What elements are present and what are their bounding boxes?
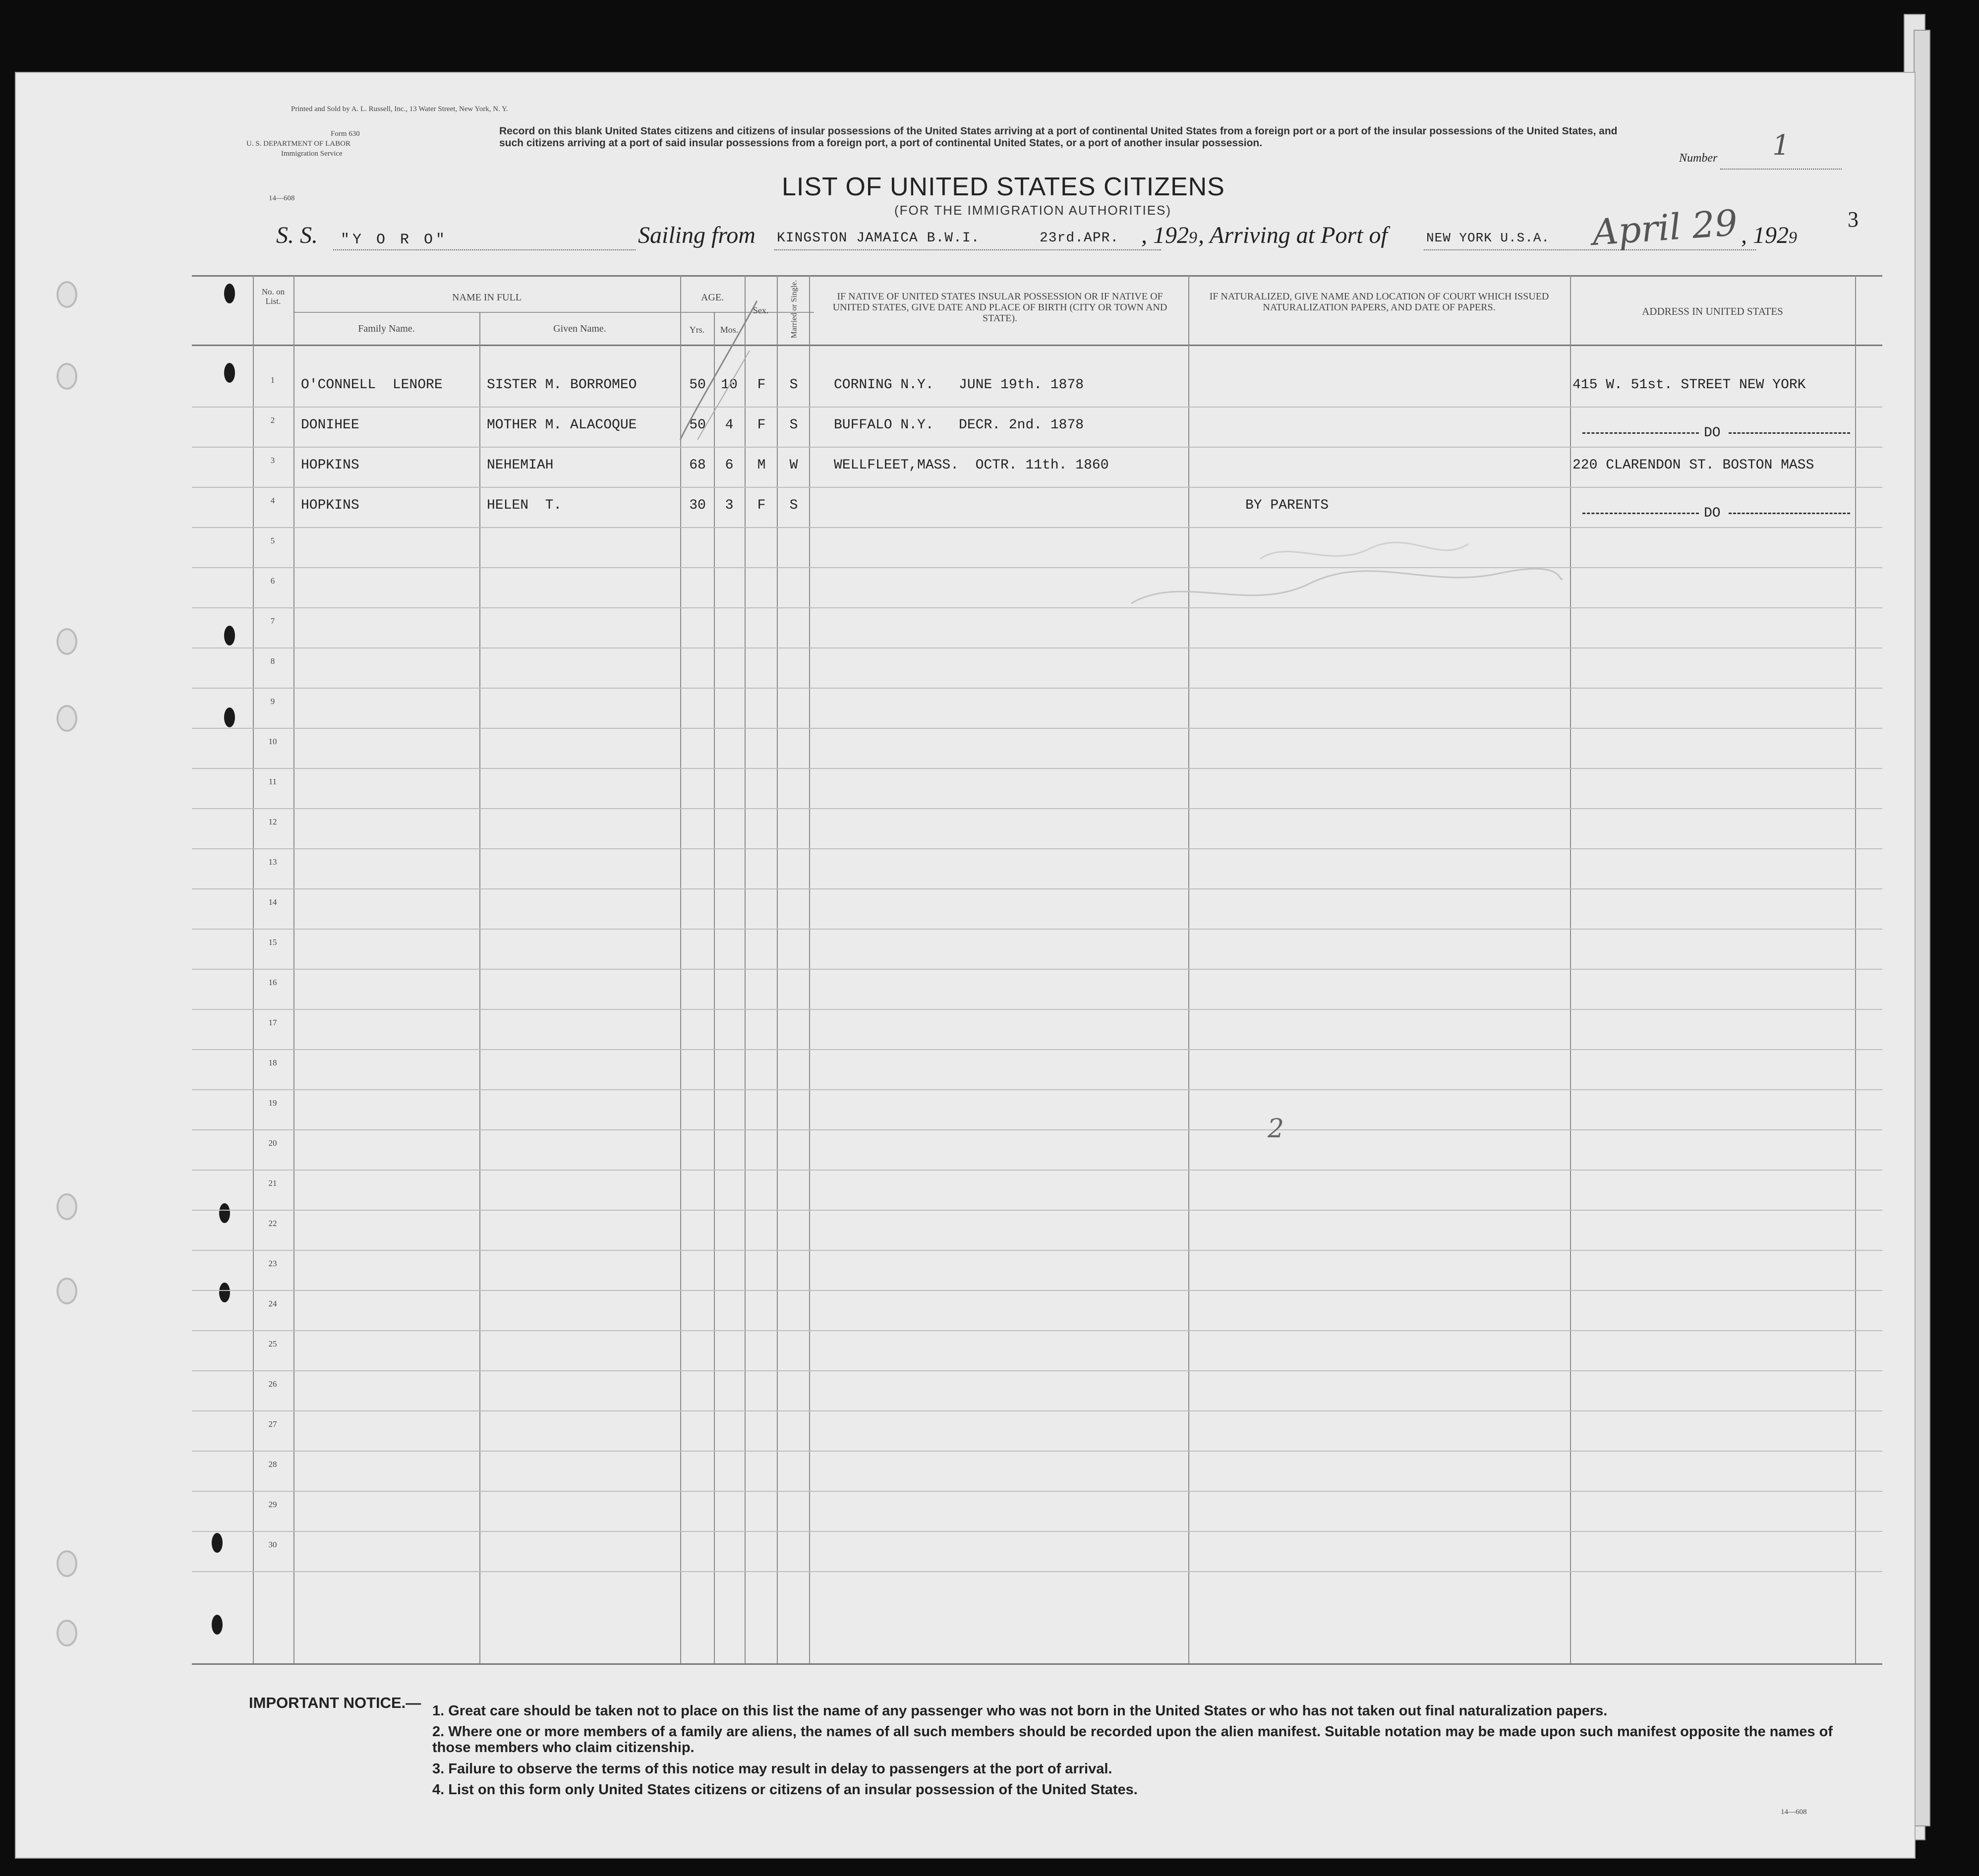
row-number: 25	[268, 1339, 277, 1348]
ditto-mark: DO	[1704, 425, 1721, 441]
row-rule	[192, 768, 1882, 769]
department-name: U. S. DEPARTMENT OF LABOR	[246, 140, 350, 148]
row-number: 4	[270, 496, 275, 505]
table-bottom-rule	[192, 1663, 1882, 1665]
cell-yrs: 50	[689, 377, 706, 393]
col-header-naturalized: IF NATURALIZED, GIVE NAME AND LOCATION OF COURT WHICH ISSUED NATURALIZATION PAPERS, AND DATE OF PAPERS.	[1209, 291, 1549, 313]
row-number: 16	[268, 978, 277, 987]
cell-address: 415 W. 51st. STREET NEW YORK	[1572, 377, 1806, 393]
binder-hole	[57, 1278, 77, 1304]
row-rule	[192, 647, 1882, 648]
cell-mos: 4	[725, 417, 734, 433]
number-label-text: Number	[1679, 152, 1718, 165]
row-rule	[192, 1170, 1882, 1171]
sailing-from: KINGSTON JAMAICA B.W.I.	[777, 231, 980, 246]
row-number: 15	[268, 938, 277, 947]
binder-hole	[57, 363, 77, 390]
row-rule	[192, 1129, 1882, 1130]
binder-hole	[57, 705, 77, 732]
cell-birth: WELLFLEET,MASS. OCTR. 11th. 1860	[834, 458, 1109, 473]
notice-item: 2. Where one or more members of a family are aliens, the names of all such members should be recorded upon the alien manifest. Suitable notation may be made upon such manifest opposite the names of those members who claim citizenship.	[432, 1724, 1833, 1756]
sailing-label: Sailing from	[638, 222, 756, 248]
row-rule	[192, 888, 1882, 889]
ditto-dash	[1729, 513, 1850, 514]
ditto-dash	[1582, 432, 1699, 434]
row-rule	[192, 1049, 1882, 1050]
row-rule	[192, 1250, 1882, 1251]
sailing-year	[1141, 222, 1197, 249]
row-number: 22	[268, 1219, 277, 1228]
cell-yrs: 30	[689, 498, 706, 513]
cell-given: HELEN T.	[487, 498, 562, 513]
row-rule	[192, 607, 1882, 608]
row-rule	[192, 487, 1882, 488]
row-number: 28	[268, 1460, 277, 1469]
col-divider	[714, 312, 715, 1663]
cell-sex: F	[757, 498, 766, 513]
ditto-mark: DO	[1704, 506, 1721, 521]
row-number: 17	[268, 1018, 277, 1027]
binder-hole	[57, 1193, 77, 1220]
row-rule	[192, 1089, 1882, 1090]
cell-given: NEHEMIAH	[487, 458, 554, 473]
pencil-checkmark	[670, 291, 769, 450]
row-number: 6	[270, 576, 275, 586]
arriving-port: NEW YORK U.S.A.	[1426, 231, 1550, 245]
cell-family: HOPKINS	[301, 458, 359, 473]
col-header-address: ADDRESS IN UNITED STATES	[1642, 305, 1783, 317]
punch-hole	[224, 707, 235, 727]
col-header-birth: IF NATIVE OF UNITED STATES INSULAR POSSESSION OR IF NATIVE OF UNITED STATES, GIVE DATE AND PLACE OF BIRTH (CITY OR TOWN AND STATE).	[832, 291, 1167, 324]
col-header-mos: Mos.	[720, 325, 739, 335]
arrival-year-prefix: , 192	[1741, 222, 1789, 248]
binder-hole	[57, 281, 77, 308]
punch-hole	[219, 1283, 230, 1302]
cell-mos: 10	[721, 377, 738, 393]
cell-sex: F	[757, 417, 766, 433]
binder-hole	[57, 1550, 77, 1577]
punch-hole	[212, 1533, 223, 1553]
ditto-dash	[1582, 513, 1699, 514]
notice-item: 1. Great care should be taken not to place on this list the name of any passenger who was not born in the United States or who has not taken out final naturalization papers.	[432, 1703, 1608, 1719]
cell-family: DONIHEE	[301, 417, 359, 433]
cell-birth: BUFFALO N.Y. DECR. 2nd. 1878	[834, 417, 1084, 433]
row-number: 18	[268, 1058, 277, 1067]
row-rule	[192, 1330, 1882, 1331]
notice-item: 4. List on this form only United States citizens or citizens of an insular possession of the United States.	[432, 1782, 1138, 1798]
cell-married: S	[789, 498, 798, 513]
faint-pencil-notation	[1121, 529, 1568, 628]
cell-family: HOPKINS	[301, 498, 359, 513]
row-number: 24	[268, 1299, 277, 1308]
arriving-label: , Arriving at Port of	[1198, 222, 1388, 248]
ship-name: "Y O R O"	[341, 232, 448, 248]
col-divider	[479, 312, 480, 1663]
important-notice-label: IMPORTANT NOTICE.—	[249, 1694, 421, 1711]
cell-sex: M	[757, 458, 766, 473]
cell-married: W	[789, 458, 798, 473]
row-rule	[192, 1571, 1882, 1572]
row-number: 11	[268, 777, 277, 786]
row-rule	[192, 447, 1882, 448]
row-number: 29	[268, 1500, 277, 1509]
row-rule	[192, 848, 1882, 849]
col-header-no: No. on List.	[261, 287, 285, 306]
row-rule	[192, 1210, 1882, 1211]
row-number: 23	[268, 1259, 277, 1268]
col-header-name: NAME IN FULL	[452, 292, 522, 303]
row-number: 9	[270, 697, 275, 706]
arrival-year-digit: 9	[1789, 229, 1797, 247]
cell-sex: F	[757, 377, 766, 393]
cell-married: S	[789, 417, 798, 433]
row-number: 5	[270, 536, 275, 545]
row-rule	[192, 1491, 1882, 1492]
cell-yrs: 50	[689, 417, 706, 433]
cell-naturalized: BY PARENTS	[1245, 498, 1329, 513]
row-number: 1	[270, 375, 275, 385]
row-number: 14	[268, 897, 277, 907]
header-bottom-rule	[192, 345, 1882, 346]
cell-address: 220 CLARENDON ST. BOSTON MASS	[1572, 458, 1814, 473]
row-rule	[192, 969, 1882, 970]
row-rule	[192, 1531, 1882, 1532]
page-number: 3	[1848, 207, 1859, 232]
row-rule	[192, 929, 1882, 930]
cell-family: O'CONNELL LENORE	[301, 377, 443, 393]
address-ditto	[1582, 506, 1855, 521]
number-label	[1679, 129, 1842, 170]
row-rule	[192, 728, 1882, 729]
row-rule	[192, 688, 1882, 689]
row-rule	[192, 1451, 1882, 1452]
binder-hole	[57, 628, 77, 655]
address-ditto	[1582, 425, 1855, 440]
header-notice: Record on this blank United States citizens and citizens of insular possessions of the United States arriving at a port of continental United States from a foreign port or a port of the insular possessions of the United States, and such citizens arriving at a port of said insular possessions from a foreign port, a port of continental United States, or a port of another insular possession.	[499, 125, 1618, 149]
row-number: 7	[270, 616, 275, 626]
manifest-page	[15, 72, 1916, 1859]
row-number: 27	[268, 1419, 277, 1429]
cell-given: SISTER M. BORROMEO	[487, 377, 637, 393]
form-number: Form 630	[331, 130, 360, 138]
punch-hole	[224, 626, 235, 645]
row-rule	[192, 808, 1882, 809]
punch-hole	[224, 363, 235, 383]
row-number: 12	[268, 817, 277, 826]
notice-item: 3. Failure to observe the terms of this notice may result in delay to passengers at the port of arrival.	[432, 1761, 1112, 1777]
form-code-top: 14—608	[269, 194, 295, 202]
punch-hole	[219, 1203, 230, 1223]
printer-line: Printed and Sold by A. L. Russell, Inc., 13 Water Street, New York, N. Y.	[291, 105, 508, 113]
row-rule	[192, 1009, 1882, 1010]
punch-hole	[224, 284, 235, 303]
row-number: 26	[268, 1379, 277, 1389]
cell-mos: 6	[725, 458, 734, 473]
stacked-page-edge	[1914, 30, 1930, 1826]
sailing-year-prefix: , 192	[1141, 222, 1189, 248]
row-number: 30	[268, 1540, 277, 1549]
sailing-date: 23rd.APR.	[1040, 231, 1119, 246]
arrival-year	[1741, 222, 1797, 249]
form-code-bottom: 14—608	[1781, 1808, 1807, 1816]
row-rule	[192, 407, 1882, 408]
arrival-date-handwritten: April 29	[1591, 201, 1739, 254]
col-header-yrs: Yrs.	[689, 325, 705, 335]
col-header-family: Family Name.	[358, 323, 415, 334]
cell-yrs: 68	[689, 458, 706, 473]
number-value: 1	[1772, 129, 1790, 162]
service-name: Immigration Service	[281, 150, 343, 158]
ss-label: S. S.	[276, 222, 318, 248]
cell-given: MOTHER M. ALACOQUE	[487, 417, 637, 433]
row-number: 3	[270, 456, 275, 465]
page-title: LIST OF UNITED STATES CITIZENS	[782, 173, 1225, 201]
row-number: 13	[268, 857, 277, 867]
table-top-rule	[192, 275, 1882, 277]
col-header-given: Given Name.	[553, 323, 606, 334]
cell-married: S	[789, 377, 798, 393]
row-number: 21	[268, 1178, 277, 1188]
cell-birth: CORNING N.Y. JUNE 19th. 1878	[834, 377, 1084, 393]
row-rule	[192, 1370, 1882, 1371]
col-header-age: AGE.	[700, 292, 724, 303]
page-subtitle: (FOR THE IMMIGRATION AUTHORITIES)	[894, 203, 1172, 218]
sailing-year-digit: 9	[1189, 229, 1197, 247]
row-number: 10	[268, 737, 277, 746]
punch-hole	[212, 1615, 223, 1635]
row-number: 19	[268, 1098, 277, 1108]
col-header-married: Married or Single.	[790, 280, 799, 339]
col-header-sex: Sex.	[753, 305, 769, 315]
binder-hole	[57, 1620, 77, 1646]
row-rule	[192, 1410, 1882, 1411]
row-rule	[192, 1290, 1882, 1291]
pencil-number: 2	[1268, 1114, 1284, 1144]
row-number: 20	[268, 1138, 277, 1148]
row-number: 2	[270, 415, 275, 425]
row-rule	[192, 567, 1882, 568]
ditto-dash	[1729, 432, 1850, 434]
cell-mos: 3	[725, 498, 734, 513]
row-number: 8	[270, 656, 275, 666]
row-rule	[192, 527, 1882, 528]
